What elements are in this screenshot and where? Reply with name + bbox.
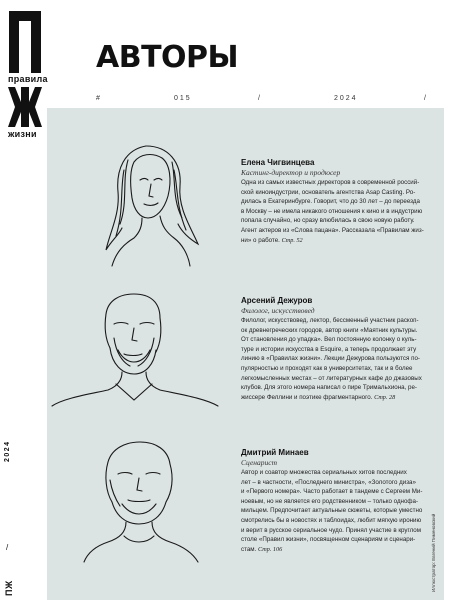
author-role: Сценарист <box>241 458 277 467</box>
meta-slash: / <box>424 95 428 102</box>
spine-slash: / <box>6 543 9 552</box>
author-bio <box>241 316 439 402</box>
spine-year: 2024 <box>4 440 11 462</box>
author-card <box>241 158 439 245</box>
logo-letter-zh <box>8 87 42 127</box>
issue-number: 015 <box>174 95 192 102</box>
issue-year: 2024 <box>334 95 358 102</box>
author-name: Елена Чигвинцева <box>241 158 315 167</box>
author-role: Кастинг-директор и продюсер <box>241 168 341 177</box>
logo-word-top: правила <box>8 74 48 84</box>
spine-logo: ПЖ <box>4 580 14 596</box>
issue-hash: # <box>96 95 102 102</box>
magazine-logo <box>8 10 46 156</box>
author-page-ref: Стр. 106 <box>258 545 283 553</box>
illustrator-credit: Иллюстратор: Евгений Пименовский <box>431 513 436 592</box>
author-bio-text: Одна из самых известных директоров в современной россий- ской киноиндустрии, основатель агентства Asap Casting. Ро- дилась в Екатеринбурге. Говорит, что до 30 лет – до переезда в Москву – не имела никакого отношения к кино и в индустрию попала случайно, но сразу влюбилась в свою новую работу. Агент актеров из «Слова пацана». Рассказала «Правилам жиз- ни» о работе. <box>241 179 424 244</box>
author-card <box>241 448 439 554</box>
meta-slash: / <box>258 95 262 102</box>
author-bio <box>241 178 439 245</box>
author-name: Дмитрий Минаев <box>241 448 309 457</box>
author-card <box>241 296 439 402</box>
author-bio-text: Автор и соавтор множества сериальных хитов последних лет – в частности, «Последнего министра», «Золотого диза» и «Первого номера». Часто работает в тандеме с Сергеем Ми- ноевым, но не является его родственником – только однофа- мильцем. Предпочитает актуальные сюжеты, которые уместно смотрелись бы в новостях и таблоидах, любит мягкую иронию и верит в русское сериальное чудо. Принял участие в круглом столе «Правил жизни», посвященном сценариям и сценари- стам. <box>241 469 423 553</box>
author-page-ref: Стр. 52 <box>281 236 303 244</box>
portrait-dmitry-minaev <box>82 440 202 564</box>
portrait-arseny-dezhurov <box>50 292 220 408</box>
author-page-ref: Стр. 28 <box>374 393 396 401</box>
portrait-elena-chigvintseva <box>94 140 212 270</box>
author-bio-text: Филолог, искусствовед, лектор, бессменный участник раскоп- ок древнегреческих городов, автор книги «Маятник культуры. От становления до упадка». Вел постоянную колонку о куль- туре и истории искусства в Esquire, а теперь продолжает эту линию в «Правилах жизни». Лекции Дежурова пользуются по- пулярностью и проходят как в университетах, так и в более легкомысленных местах – от литературных кафе до джазовых клубов. Для этого номера написал о пире Тримальхиона, ре- жиссере Феллини и поэтике фрагментарного. <box>241 317 422 401</box>
logo-word-bottom: жизни <box>8 129 37 139</box>
author-bio <box>241 468 439 554</box>
author-name: Арсений Дежуров <box>241 296 313 305</box>
author-role: Филолог, искусствовед <box>241 306 315 315</box>
page-title: АВТОРЫ <box>96 40 239 75</box>
logo-letter-p <box>8 10 42 74</box>
